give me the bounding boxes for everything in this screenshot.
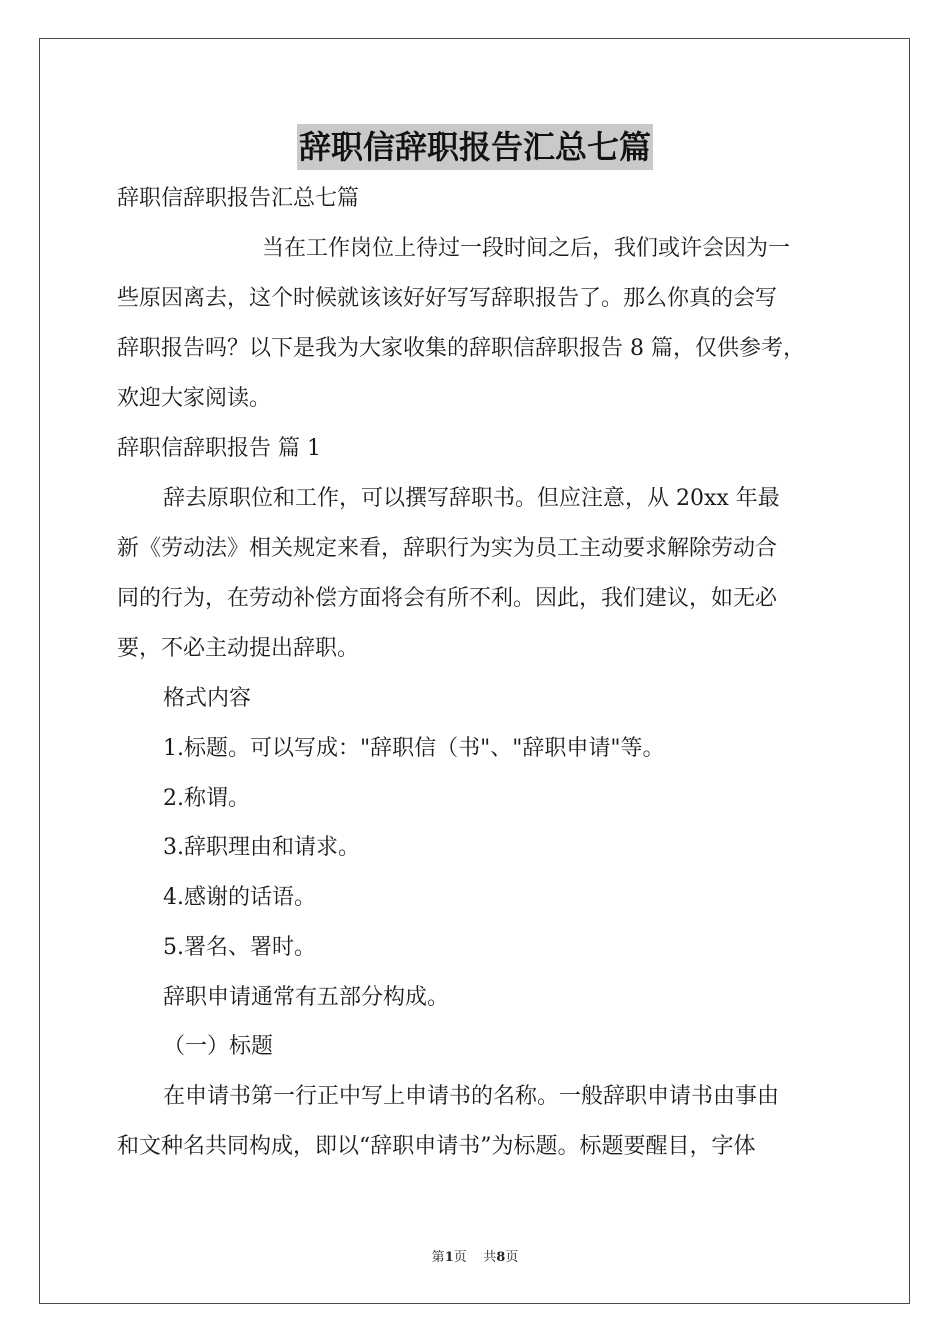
section-heading: 辞职信辞职报告 篇 1	[117, 436, 321, 461]
parts-note: 辞职申请通常有五部分构成。	[163, 985, 450, 1010]
page-border	[39, 38, 910, 1304]
sub-heading: （一）标题	[163, 1034, 274, 1059]
page-prefix: 第	[431, 1250, 445, 1265]
document-title: 辞职信辞职报告汇总七篇	[297, 124, 653, 170]
intro-line: 当在工作岗位上待过一段时间之后，我们或许会因为一	[262, 236, 791, 261]
intro-line: 欢迎大家阅读。	[117, 386, 272, 411]
paragraph-line: 新《劳动法》相关规定来看，辞职行为实为员工主动要求解除劳动合	[117, 536, 778, 561]
page-current: 1	[444, 1250, 454, 1265]
intro-line: 些原因离去，这个时候就该该好好写写辞职报告了。那么你真的会写	[117, 286, 778, 311]
list-item: 5.署名、署时。	[163, 935, 316, 960]
paragraph-line: 在申请书第一行正中写上申请书的名称。一般辞职申请书由事由	[163, 1084, 780, 1109]
paragraph-line: 要，不必主动提出辞职。	[117, 636, 360, 661]
paragraph-line: 同的行为，在劳动补偿方面将会有所不利。因此，我们建议，如无必	[117, 586, 778, 611]
list-item: 2.称谓。	[163, 786, 250, 811]
document-subtitle: 辞职信辞职报告汇总七篇	[117, 186, 360, 211]
format-heading: 格式内容	[163, 686, 252, 711]
list-item: 4.感谢的话语。	[163, 885, 316, 910]
title-container	[0, 124, 950, 170]
page-total: 8	[496, 1250, 506, 1265]
paragraph-line: 辞去原职位和工作，可以撰写辞职书。但应注意，从 20xx 年最	[163, 486, 780, 511]
list-item: 1.标题。可以写成："辞职信（书"、"辞职申请"等。	[163, 736, 665, 761]
page-footer	[0, 1246, 950, 1265]
list-item: 3.辞职理由和请求。	[163, 835, 360, 860]
paragraph-line: 和文种名共同构成，即以“辞职申请书”为标题。标题要醒目，字体	[117, 1134, 756, 1159]
page-mid: 页 共	[453, 1250, 497, 1265]
intro-line: 辞职报告吗？以下是我为大家收集的辞职信辞职报告 8 篇，仅供参考，	[117, 336, 805, 361]
page-suffix: 页	[505, 1250, 519, 1265]
